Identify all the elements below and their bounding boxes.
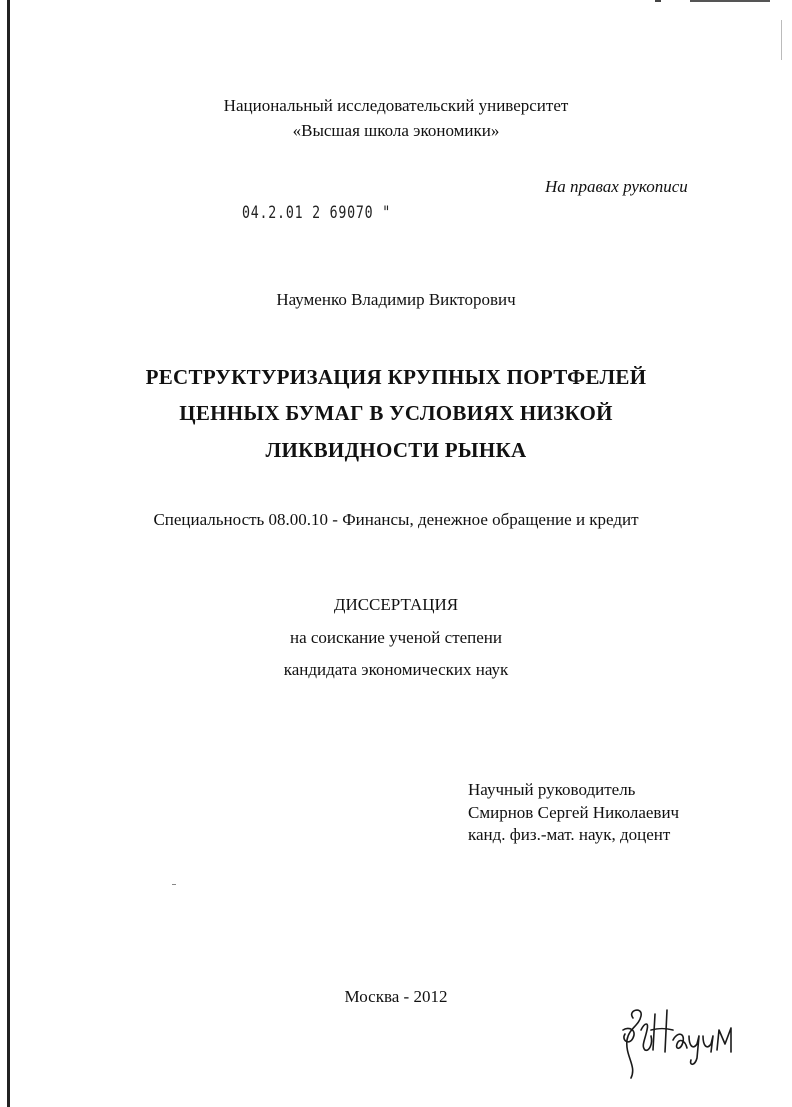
specialty: Специальность 08.00.10 - Финансы, денежное обращение и кредит (153, 510, 639, 529)
scan-mark (655, 0, 661, 2)
degree-line-2: кандидата экономических наук (283, 660, 509, 679)
scan-speck (172, 884, 176, 885)
degree-line-1: на соискание ученой степени (289, 628, 503, 647)
university-name: Национальный исследовательский университет (223, 96, 569, 115)
city-year: Москва - 2012 (344, 987, 448, 1006)
handwritten-signature (615, 1000, 740, 1080)
supervisor-role: Научный руководитель (468, 780, 636, 799)
title-line-1: РЕСТРУКТУРИЗАЦИЯ КРУПНЫХ ПОРТФЕЛЕЙ (145, 365, 647, 389)
author-name: Науменко Владимир Викторович (276, 290, 516, 309)
title-line-3: ЛИКВИДНОСТИ РЫНКА (265, 438, 527, 462)
scan-edge-right (781, 20, 782, 60)
university-school: «Высшая школа экономики» (292, 121, 500, 140)
supervisor-name: Смирнов Сергей Николаевич (468, 803, 680, 822)
title-line-2: ЦЕННЫХ БУМАГ В УСЛОВИЯХ НИЗКОЙ (179, 401, 613, 425)
rights-note: На правах рукописи (545, 177, 688, 196)
supervisor-credentials: канд. физ.-мат. наук, доцент (468, 825, 671, 844)
document-type: ДИССЕРТАЦИЯ (333, 595, 459, 614)
scan-edge-left (7, 0, 10, 1107)
stamp-number: 04.2.01 2 69070 " (242, 203, 391, 223)
scan-mark (690, 0, 770, 2)
